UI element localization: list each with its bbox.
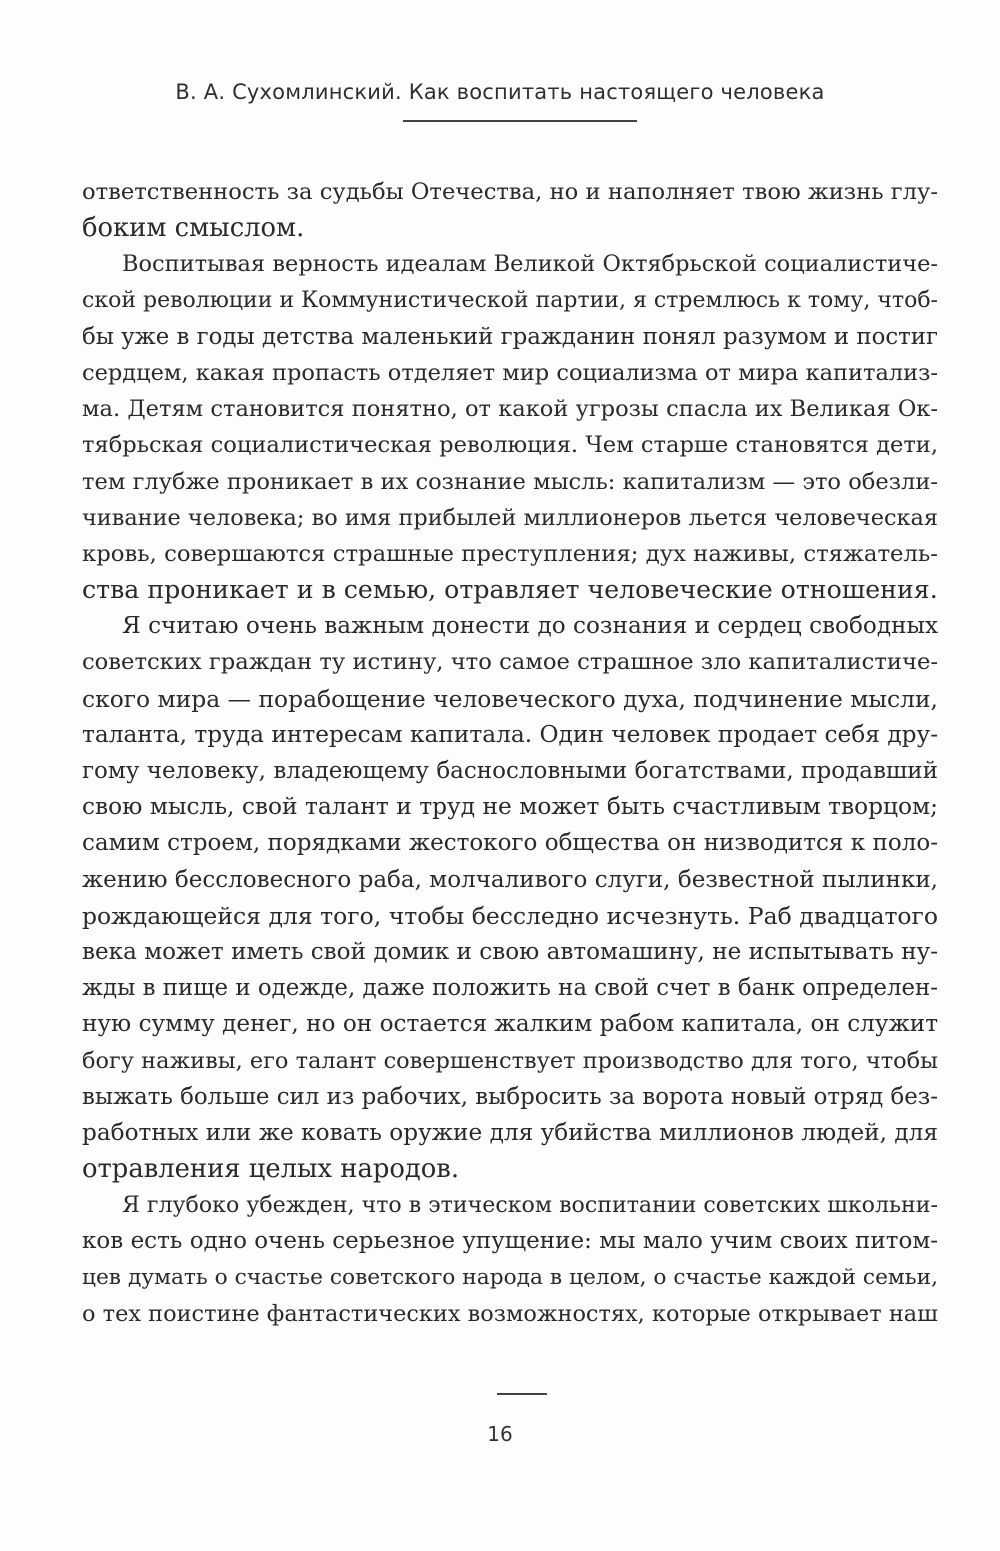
text-line: самим строем, порядками жестокого общества он низводится к поло- [82, 830, 938, 857]
text-line: работных или же ковать оружие для убийства миллионов людей, для [82, 1118, 938, 1146]
text-line: тябрьская социалистическая революция. Чем старше становятся дети, [82, 432, 938, 459]
text-line: ответственность за судьбы Отечества, но и наполняет твою жизнь глу- [82, 179, 938, 205]
text-line: чивание человека; во имя прибылей миллионеров льется человеческая [82, 504, 938, 531]
text-line: рождающейся для того, чтобы бесследно исчезнуть. Раб двадцатого [82, 901, 938, 930]
paragraph [82, 608, 938, 1187]
text-line: сердцем, какая пропасть отделяет мир социализма от мира капитализ- [82, 359, 938, 386]
text-line: бы уже в годы детства маленький гражданин понял разумом и постиг [82, 323, 938, 350]
text-line: ской революции и Коммунистической партии, я стремлюсь к тому, чтоб- [82, 287, 938, 313]
text-line: отравления целых народов. [82, 1154, 460, 1185]
text-line: ства проникает и в семью, отравляет человеческие отношения. [82, 575, 938, 605]
text-line: ского мира — порабощение человеческого духа, подчинение мысли, [82, 684, 938, 713]
page-number: 16 [487, 1422, 513, 1446]
text-line: советских граждан ту истину, что самое страшное зло капиталистиче- [82, 649, 938, 676]
text-line: свою мысль, свой талант и труд не может быть счастливым творцом; [82, 793, 938, 821]
running-head: В. А. Сухомлинский. Как воспитать настоящего человека [175, 80, 825, 104]
text-line: таланта, труда интересам капитала. Один человек продает себя дру- [82, 720, 939, 748]
text-line: ную сумму денег, но он остается жалким рабом капитала, он служит [82, 1011, 938, 1038]
text-line: боким смыслом. [82, 213, 305, 244]
text-line: жды в пище и одежде, даже положить на свой счет в банк определен- [82, 975, 938, 1002]
text-line: ма. Детям становится понятно, от какой угрозы спасла их Великая Ок- [82, 396, 938, 423]
text-line: Я считаю очень важным донести до сознания и сердец свободных [122, 613, 938, 640]
paragraph [82, 246, 938, 608]
text-line: тем глубже проникает в их сознание мысль: капитализм — это обезли- [82, 468, 938, 495]
footer-rule [497, 1393, 547, 1395]
text-line: Я глубоко убежден, что в этическом воспитании советских школьни- [122, 1192, 938, 1219]
text-line: века может иметь свой домик и свою автомашину, не испытывать ну- [82, 938, 938, 965]
text-line: жению бессловесного раба, молчаливого слуги, безвестной пылинки, [82, 866, 938, 893]
text-line: гому человеку, владеющему баснословными богатствами, продавший [82, 758, 938, 784]
paragraph [82, 1187, 938, 1332]
text-line: богу наживы, его талант совершенствует производство для того, чтобы [82, 1047, 938, 1074]
header-rule [403, 120, 637, 122]
text-line: выжать больше сил из рабочих, выбросить за ворота новый отряд без- [82, 1083, 938, 1110]
paragraph [82, 174, 938, 246]
text-line: кровь, совершаются страшные преступления; дух наживы, стяжатель- [82, 540, 938, 567]
body-text [82, 174, 938, 1332]
text-line: цев думать о счастье советского народа в целом, о счастье каждой семьи, [82, 1264, 938, 1290]
text-line: Воспитывая верность идеалам Великой Октябрьской социалистиче- [122, 251, 938, 278]
text-line: ков есть одно очень серьезное упущение: мы мало учим своих питом- [82, 1228, 938, 1255]
text-line: о тех поистине фантастических возможностях, которые открывает наш [82, 1300, 938, 1327]
